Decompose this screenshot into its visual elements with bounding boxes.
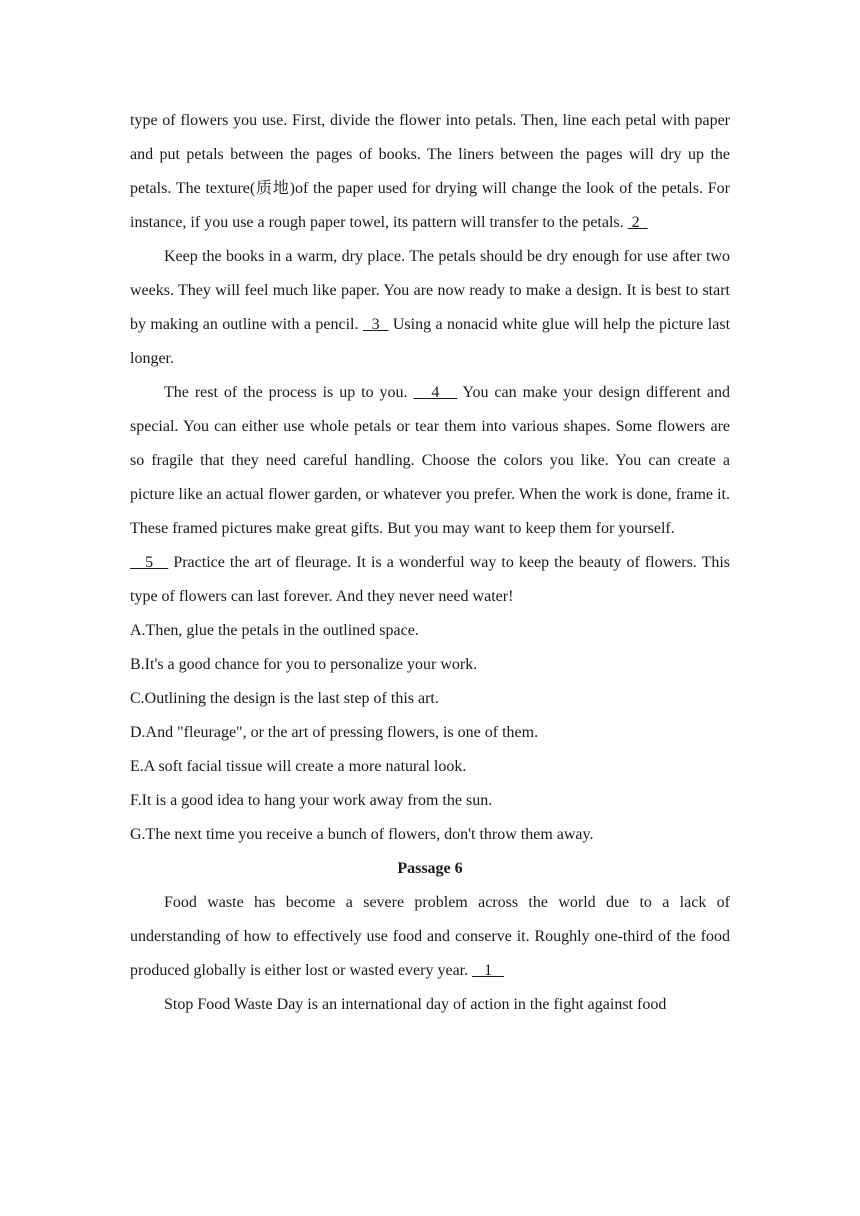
document-page: [130, 104, 730, 1022]
answer-blank-2: 2: [627, 214, 648, 231]
paragraph-text: type of flowers you use. First, divide the flower into petals. Then, line each petal with paper and put petals between the pages of books. The liners between the pages will dry up the petals. The texture(质地)of the paper used for drying will change the look of the petals. For instance, if you use a rough paper towel, its pattern will transfer to the petals.: [130, 112, 730, 231]
option-e: E.A soft facial tissue will create a more natural look.: [130, 758, 467, 775]
passage5-paragraph-2: [130, 240, 730, 376]
paragraph-text: Stop Food Waste Day is an international day of action in the fight against food: [164, 996, 667, 1013]
paragraph-text: Using a nonacid white glue will help the picture last longer.: [130, 316, 731, 367]
paragraph-text: You can make your design different and special. You can either use whole petals or tear them into various shapes. Some flowers are so fragile that they need careful handling. Choose the colors you like. You can create a picture like an actual flower garden, or whatever you prefer. When the work is done, frame it. These framed pictures make great gifts. But you may want to keep them for yourself.: [130, 384, 731, 537]
passage5-paragraph-3: [130, 376, 730, 546]
passage5-paragraph-1: [130, 104, 730, 240]
passage6-heading: Passage 6: [397, 860, 463, 877]
answer-blank-5: 5: [130, 554, 169, 571]
option-g: G.The next time you receive a bunch of flowers, don't throw them away.: [130, 826, 594, 843]
paragraph-text: Keep the books in a warm, dry place. The petals should be dry enough for use after two weeks. They will feel much like paper. You are now ready to make a design. It is best to start by making an outline with a pencil.: [130, 248, 730, 333]
option-a: A.Then, glue the petals in the outlined space.: [130, 622, 419, 639]
option-f: F.It is a good idea to hang your work away from the sun.: [130, 792, 493, 809]
passage5-paragraph-4: [130, 546, 730, 614]
options-list: [130, 614, 730, 852]
option-d: D.And "fleurage", or the art of pressing flowers, is one of them.: [130, 724, 539, 741]
paragraph-text: Food waste has become a severe problem across the world due to a lack of understanding of how to effectively use food and conserve it. Roughly one-third of the food produced globally is either lost or wasted every year.: [130, 894, 730, 979]
paragraph-text: Practice the art of fleurage. It is a wonderful way to keep the beauty of flowers. This type of flowers can last forever. And they never need water!: [130, 554, 731, 605]
answer-blank-3: 3: [362, 316, 389, 333]
paragraph-text: The rest of the process is up to you.: [164, 384, 414, 401]
option-b: B.It's a good chance for you to personalize your work.: [130, 656, 478, 673]
passage6-paragraph-1: [130, 886, 730, 988]
option-c: C.Outlining the design is the last step of this art.: [130, 690, 439, 707]
answer-blank-1: 1: [472, 962, 505, 979]
answer-blank-4: 4: [413, 384, 458, 401]
passage6-paragraph-2: [130, 988, 730, 1022]
